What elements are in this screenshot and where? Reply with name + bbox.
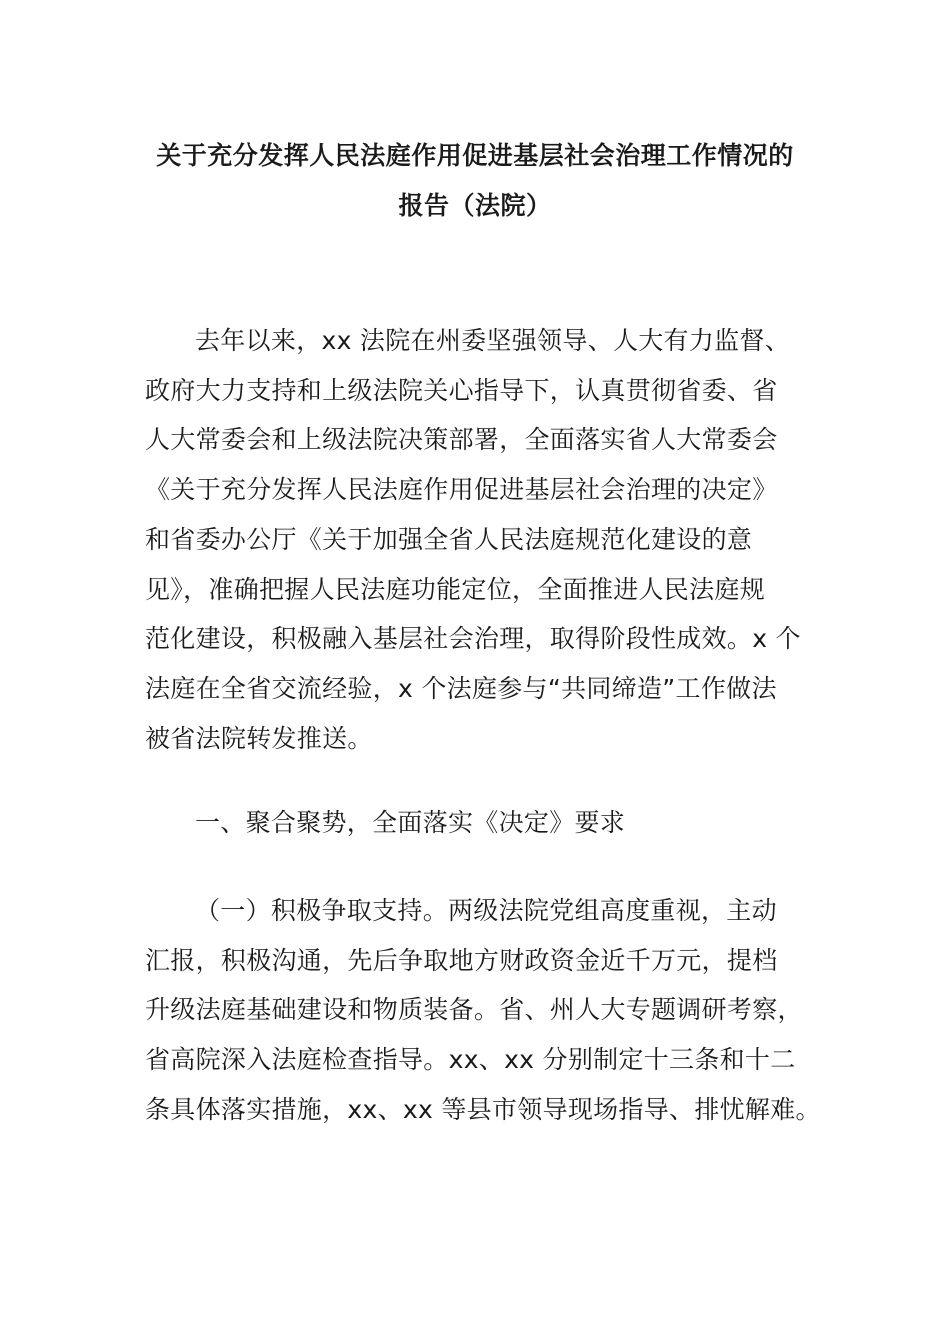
intro-paragraph-line-5: 和省委办公厅《关于加强全省人民法庭规范化建设的意 (145, 525, 753, 554)
subsection-paragraph-line-2: 汇报，积极沟通，先后争取地方财政资金近千万元，提档 (145, 946, 778, 975)
subsection-paragraph-line-1: （一）积极争取支持。两级法院党组高度重视，主动 (195, 896, 777, 925)
intro-paragraph-line-8: 法庭在全省交流经验，x 个法庭参与“共同缔造”工作做法 (145, 674, 777, 703)
intro-paragraph-line-3: 人大常委会和上级法院决策部署，全面落实省人大常委会 (145, 425, 778, 454)
subsection-paragraph-line-4: 省高院深入法庭检查指导。xx、xx 分别制定十三条和十二 (145, 1045, 796, 1074)
intro-paragraph-line-2: 政府大力支持和上级法院关心指导下，认真贯彻省委、省 (145, 376, 778, 405)
subsection-paragraph-line-5: 条具体落实措施，xx、xx 等县市领导现场指导、排忧解难。 (145, 1095, 821, 1124)
intro-paragraph-line-6: 见》，准确把握人民法庭功能定位，全面推进人民法庭规 (145, 575, 766, 604)
intro-paragraph-line-9: 被省法院转发推送。 (145, 724, 373, 753)
intro-paragraph-line-4: 《关于充分发挥人民法庭作用促进基层社会治理的决定》 (145, 475, 778, 504)
subsection-paragraph-line-3: 升级法庭基础建设和物质装备。省、州人大专题调研考察， (145, 995, 803, 1024)
document-title-line-1: 关于充分发挥人民法庭作用促进基层社会治理工作情况的 (156, 141, 794, 170)
section-heading: 一、聚合聚势，全面落实《决定》要求 (195, 808, 626, 837)
intro-paragraph-line-1: 去年以来，xx 法院在州委坚强领导、人大有力监督、 (195, 326, 791, 355)
intro-paragraph-line-7: 范化建设，积极融入基层社会治理，取得阶段性成效。x 个 (145, 624, 801, 653)
document-title-line-2: 报告（法院） (398, 191, 552, 220)
